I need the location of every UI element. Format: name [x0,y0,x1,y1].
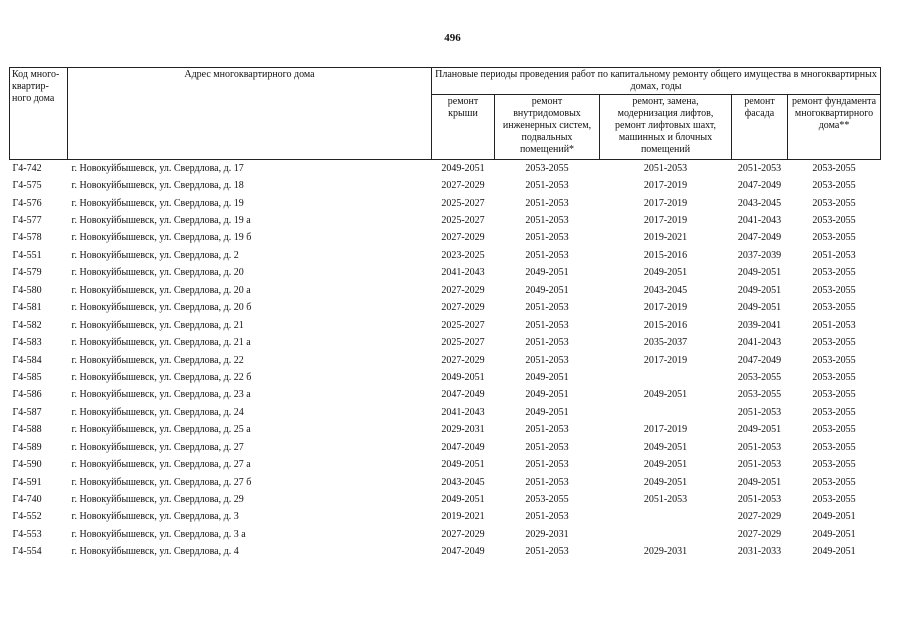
row-elevators-period: 2017-2019 [643,197,688,209]
row-roof-period: 2049-2051 [441,459,485,471]
table-row [10,544,881,561]
row-foundation-period: 2053-2055 [812,424,856,436]
row-address: г. Новокуйбышевск, ул. Свердлова, д. 23 а [71,389,251,401]
header-periods: Плановые периоды проведения работ по капитальному ремонту общего имущества в многоквартирных домах, годы [432,68,881,95]
table-header [10,68,881,160]
row-address: г. Новокуйбышевск, ул. Свердлова, д. 19 б [71,232,252,244]
table-row [10,282,881,299]
row-elevators-period: 2017-2019 [643,424,688,436]
row-systems-period: 2051-2053 [525,354,569,366]
table-body [10,160,881,562]
row-foundation-period: 2049-2051 [812,528,856,540]
row-facade-period: 2027-2029 [737,511,782,523]
row-code: Г4-587 [12,406,42,418]
row-roof-period: 2027-2029 [441,302,485,314]
header-systems: ремонт внутридомовых инженерных систем, подвальных помещений* [495,95,600,160]
row-address: г. Новокуйбышевск, ул. Свердлова, д. 27 б [71,476,252,488]
row-address: г. Новокуйбышевск, ул. Свердлова, д. 20 б [71,302,252,314]
row-systems-period: 2051-2053 [525,337,569,349]
table-row [10,352,881,369]
row-elevators-period: 2029-2031 [643,546,688,558]
row-systems-period: 2029-2031 [525,528,569,540]
table-row [10,509,881,526]
row-address: г. Новокуйбышевск, ул. Свердлова, д. 27 [71,441,244,453]
row-foundation-period: 2053-2055 [812,302,856,314]
row-foundation-period: 2053-2055 [812,232,856,244]
row-address: г. Новокуйбышевск, ул. Свердлова, д. 18 [71,180,244,192]
row-elevators-period [600,404,732,421]
row-foundation-period: 2053-2055 [812,476,856,488]
row-roof-period: 2029-2031 [441,424,485,436]
row-facade-period: 2051-2053 [737,406,782,418]
table-row [10,300,881,317]
row-elevators-period: 2043-2045 [643,284,688,296]
row-foundation-period: 2053-2055 [812,441,856,453]
row-address: г. Новокуйбышевск, ул. Свердлова, д. 19 а [71,215,251,227]
row-foundation-period: 2053-2055 [812,267,856,279]
row-facade-period: 2047-2049 [737,354,782,366]
row-elevators-period: 2049-2051 [643,389,688,401]
row-facade-period: 2041-2043 [737,215,782,227]
row-roof-period: 2047-2049 [441,546,485,558]
row-code: Г4-583 [12,337,42,349]
row-code: Г4-585 [12,371,42,383]
row-foundation-period: 2053-2055 [812,337,856,349]
row-code: Г4-740 [12,494,42,506]
row-facade-period: 2047-2049 [737,180,782,192]
row-systems-period: 2049-2051 [525,267,569,279]
row-facade-period: 2051-2053 [737,441,782,453]
row-roof-period: 2049-2051 [441,371,485,383]
row-foundation-period: 2051-2053 [812,319,856,331]
row-foundation-period: 2053-2055 [812,459,856,471]
header-code: Код много-квартир-ного дома [10,68,68,160]
row-systems-period: 2051-2053 [525,511,569,523]
row-elevators-period: 2035-2037 [643,337,688,349]
row-roof-period: 2027-2029 [441,284,485,296]
row-systems-period: 2049-2051 [525,371,569,383]
table-row [10,456,881,473]
row-systems-period: 2049-2051 [525,389,569,401]
table-row [10,474,881,491]
capital-repair-table [9,67,881,561]
row-code: Г4-554 [12,546,42,558]
row-code: Г4-577 [12,215,42,227]
row-facade-period: 2027-2029 [737,528,782,540]
row-roof-period: 2025-2027 [441,337,485,349]
table-row [10,160,881,178]
row-code: Г4-578 [12,232,42,244]
row-roof-period: 2027-2029 [441,354,485,366]
row-facade-period: 2031-2033 [737,546,782,558]
table-row [10,195,881,212]
row-code: Г4-581 [12,302,42,314]
header-elevators: ремонт, замена, модернизация лифтов, ремонт лифтовых шахт, машинных и блочных помещений [600,95,732,160]
row-address: г. Новокуйбышевск, ул. Свердлова, д. 27 а [71,459,251,471]
row-elevators-period: 2049-2051 [643,459,688,471]
row-foundation-period: 2049-2051 [812,546,856,558]
table-row [10,334,881,351]
table-row [10,439,881,456]
row-facade-period: 2049-2051 [737,302,782,314]
row-code: Г4-589 [12,441,42,453]
row-roof-period: 2027-2029 [441,232,485,244]
row-foundation-period: 2051-2053 [812,249,856,261]
row-facade-period: 2049-2051 [737,267,782,279]
table-row [10,369,881,386]
row-facade-period: 2049-2051 [737,424,782,436]
row-roof-period: 2041-2043 [441,267,485,279]
row-facade-period: 2051-2053 [737,494,782,506]
row-elevators-period: 2017-2019 [643,302,688,314]
row-facade-period: 2039-2041 [737,319,782,331]
row-facade-period: 2053-2055 [737,371,782,383]
table-row [10,404,881,421]
row-address: г. Новокуйбышевск, ул. Свердлова, д. 24 [71,406,244,418]
table-row [10,387,881,404]
row-foundation-period: 2053-2055 [812,371,856,383]
row-systems-period: 2051-2053 [525,215,569,227]
row-address: г. Новокуйбышевск, ул. Свердлова, д. 22 б [71,371,252,383]
row-facade-period: 2051-2053 [737,459,782,471]
row-foundation-period: 2053-2055 [812,284,856,296]
table-row [10,247,881,264]
row-elevators-period [600,509,732,526]
row-elevators-period: 2049-2051 [643,441,688,453]
row-code: Г4-582 [12,319,42,331]
row-elevators-period: 2019-2021 [643,232,688,244]
row-facade-period: 2051-2053 [737,162,782,174]
row-elevators-period: 2051-2053 [643,162,688,174]
row-elevators-period: 2049-2051 [643,267,688,279]
row-foundation-period: 2053-2055 [812,494,856,506]
row-foundation-period: 2053-2055 [812,162,856,174]
table-row [10,491,881,508]
row-systems-period: 2049-2051 [525,406,569,418]
row-foundation-period: 2053-2055 [812,197,856,209]
row-address: г. Новокуйбышевск, ул. Свердлова, д. 22 [71,354,244,366]
table-row [10,265,881,282]
row-code: Г4-591 [12,476,42,488]
row-systems-period: 2051-2053 [525,249,569,261]
row-roof-period: 2025-2027 [441,197,485,209]
row-address: г. Новокуйбышевск, ул. Свердлова, д. 20 а [71,284,251,296]
row-systems-period: 2049-2051 [525,284,569,296]
row-foundation-period: 2049-2051 [812,511,856,523]
row-elevators-period: 2017-2019 [643,180,688,192]
row-elevators-period: 2015-2016 [643,249,688,261]
row-systems-period: 2051-2053 [525,232,569,244]
row-elevators-period: 2051-2053 [643,494,688,506]
row-code: Г4-742 [12,162,42,174]
row-roof-period: 2049-2051 [441,494,485,506]
row-code: Г4-590 [12,459,42,471]
row-foundation-period: 2053-2055 [812,406,856,418]
row-foundation-period: 2053-2055 [812,354,856,366]
row-code: Г4-580 [12,284,42,296]
row-roof-period: 2049-2051 [441,162,485,174]
row-roof-period: 2027-2029 [441,180,485,192]
row-facade-period: 2041-2043 [737,337,782,349]
table-row [10,230,881,247]
header-foundation: ремонт фундамента многоквартирного дома** [788,95,881,160]
row-address: г. Новокуйбышевск, ул. Свердлова, д. 19 [71,197,244,209]
row-facade-period: 2047-2049 [737,232,782,244]
row-systems-period: 2053-2055 [525,494,569,506]
row-foundation-period: 2053-2055 [812,389,856,401]
row-facade-period: 2053-2055 [737,389,782,401]
row-systems-period: 2051-2053 [525,459,569,471]
row-code: Г4-552 [12,511,42,523]
row-address: г. Новокуйбышевск, ул. Свердлова, д. 20 [71,267,244,279]
row-facade-period: 2049-2051 [737,284,782,296]
row-code: Г4-586 [12,389,42,401]
table-row [10,317,881,334]
row-roof-period: 2019-2021 [441,511,485,523]
header-roof: ремонт крыши [432,95,495,160]
header-address: Адрес многоквартирного дома [68,68,432,160]
table-row [10,422,881,439]
row-roof-period: 2047-2049 [441,441,485,453]
row-systems-period: 2051-2053 [525,302,569,314]
row-address: г. Новокуйбышевск, ул. Свердлова, д. 25 а [71,424,251,436]
row-facade-period: 2049-2051 [737,476,782,488]
row-code: Г4-551 [12,249,42,261]
row-systems-period: 2051-2053 [525,441,569,453]
row-address: г. Новокуйбышевск, ул. Свердлова, д. 21 а [71,337,251,349]
row-address: г. Новокуйбышевск, ул. Свердлова, д. 17 [71,162,244,174]
row-systems-period: 2051-2053 [525,180,569,192]
row-address: г. Новокуйбышевск, ул. Свердлова, д. 3 [71,511,239,523]
row-code: Г4-584 [12,354,42,366]
row-code: Г4-553 [12,528,42,540]
row-elevators-period [600,526,732,543]
row-elevators-period: 2017-2019 [643,354,688,366]
row-facade-period: 2043-2045 [737,197,782,209]
row-systems-period: 2053-2055 [525,162,569,174]
row-systems-period: 2051-2053 [525,546,569,558]
row-elevators-period: 2015-2016 [643,319,688,331]
row-code: Г4-575 [12,180,42,192]
row-roof-period: 2047-2049 [441,389,485,401]
table-row [10,212,881,229]
row-code: Г4-576 [12,197,42,209]
row-elevators-period: 2017-2019 [643,215,688,227]
row-foundation-period: 2053-2055 [812,215,856,227]
row-elevators-period: 2049-2051 [643,476,688,488]
row-address: г. Новокуйбышевск, ул. Свердлова, д. 4 [71,546,239,558]
row-code: Г4-588 [12,424,42,436]
row-address: г. Новокуйбышевск, ул. Свердлова, д. 2 [71,249,239,261]
row-systems-period: 2051-2053 [525,424,569,436]
row-facade-period: 2037-2039 [737,249,782,261]
row-roof-period: 2025-2027 [441,215,485,227]
row-address: г. Новокуйбышевск, ул. Свердлова, д. 29 [71,494,244,506]
row-roof-period: 2027-2029 [441,528,485,540]
page-number: 496 [444,32,461,44]
row-foundation-period: 2053-2055 [812,180,856,192]
row-roof-period: 2023-2025 [441,249,485,261]
table-row [10,177,881,194]
row-elevators-period [600,369,732,386]
table-row [10,526,881,543]
row-address: г. Новокуйбышевск, ул. Свердлова, д. 3 а [71,528,246,540]
header-facade: ремонт фасада [732,95,788,160]
row-address: г. Новокуйбышевск, ул. Свердлова, д. 21 [71,319,244,331]
row-systems-period: 2051-2053 [525,476,569,488]
row-code: Г4-579 [12,267,42,279]
row-roof-period: 2025-2027 [441,319,485,331]
row-roof-period: 2041-2043 [441,406,485,418]
row-systems-period: 2051-2053 [525,319,569,331]
row-roof-period: 2043-2045 [441,476,485,488]
row-systems-period: 2051-2053 [525,197,569,209]
